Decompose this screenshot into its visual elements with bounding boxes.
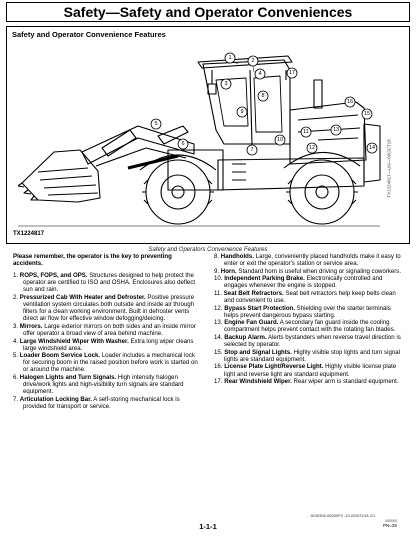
callout-17	[287, 68, 297, 78]
svg-text:8: 8	[261, 93, 265, 99]
svg-text:3: 3	[224, 81, 228, 87]
callout-16	[345, 97, 355, 107]
svg-text:7: 7	[250, 147, 254, 153]
features-list-left	[13, 253, 203, 410]
feature-item: 1. ROPS, FOPS, and OPS. Structures designed to help protect the operator are certified to ISO and OSHA. Enclosures also deflect sun and rain.	[13, 272, 196, 294]
pn-label: PN=29	[383, 523, 397, 528]
callout-2	[248, 56, 258, 72]
cab-door-window	[254, 76, 282, 132]
feature-item: 10. Independent Parking Brake. Electronically controlled and engages whenever the engine is stopped.	[214, 275, 383, 290]
callout-5	[151, 119, 161, 129]
intro-text: Please remember, the operator is the key to preventing accidents.	[13, 253, 172, 268]
callout-3	[221, 79, 231, 89]
svg-text:16: 16	[346, 99, 354, 105]
feature-item: 8. Handholds. Large, conveniently placed handholds make it easy to enter or exit the operator's station or service area.	[214, 253, 401, 268]
wheel-loader-illustration	[18, 40, 383, 228]
feature-item: 13. Engine Fan Guard. A secondary fan guard inside the cooling compartment helps prevent contact with the rotating fan blades.	[214, 319, 396, 334]
rear-tire	[290, 160, 354, 224]
feature-item: 14. Backup Alarm. Alerts bystanders when reverse travel direction is selected by operator.	[214, 334, 401, 349]
callout-13	[331, 125, 341, 135]
feature-item: 4. Large Windshield Wiper With Washer. Extra long wiper cleans large windshield area.	[13, 337, 194, 352]
svg-text:10: 10	[276, 137, 284, 143]
svg-text:4: 4	[258, 71, 262, 77]
feature-item: 3. Mirrors. Large exterior mirrors on both sides and an inside mirror offer operator a broad view of area behind machine.	[13, 322, 196, 337]
callout-8	[258, 91, 268, 101]
exhaust-stack	[314, 80, 322, 108]
svg-text:17: 17	[288, 70, 296, 76]
feature-item: 15. Stop and Signal Lights. Highly visible stop lights and turn signal lights are standard equipment.	[214, 348, 400, 363]
svg-text:11: 11	[303, 129, 309, 135]
svg-text:9: 9	[240, 109, 244, 115]
svg-text:12: 12	[308, 145, 316, 151]
callout-7	[247, 145, 257, 155]
feature-item: 17. Rear Windshield Wiper. Rear wiper arm is standard equipment.	[214, 378, 399, 386]
callout-9	[237, 107, 247, 117]
callout-6	[178, 139, 188, 149]
svg-text:15: 15	[363, 111, 371, 117]
corner-date: 000000	[385, 519, 397, 523]
callout-14	[367, 143, 377, 153]
figure-side-code: TX1224817—UN—09OCT18	[386, 139, 392, 198]
callout-11	[301, 127, 311, 137]
feature-item: 16. License Plate Light/Reverse Light. Highly visible license plate light and reverse light are standard equipment.	[214, 363, 397, 378]
feature-item: 7. Articulation Locking Bar. A self-storing mechanical lock is provided for transport or service.	[13, 395, 180, 410]
callout-15	[362, 109, 372, 119]
svg-text:13: 13	[332, 127, 340, 133]
feature-item: 11. Seat Belt Retractors. Seat belt retractors help keep belts clean and convenient to use.	[214, 289, 396, 305]
pn-block	[383, 519, 397, 528]
operator-cab	[203, 60, 290, 144]
svg-text:2: 2	[251, 58, 255, 64]
front-tire	[146, 160, 210, 224]
features-list-right	[214, 253, 406, 386]
feature-item: 2. Pressurized Cab With Heater and Defroster. Positive pressure ventilation system circulates both outside and inside air through filters for a clean working environment. Built in defroster vents direct air flow for effective window defogging/deicing.	[13, 293, 195, 323]
callout-12	[307, 143, 317, 153]
callout-10	[275, 135, 285, 145]
svg-text:6: 6	[181, 141, 185, 147]
svg-text:14: 14	[368, 145, 376, 151]
page-number: 1-1-1	[199, 522, 217, 531]
loader-boom	[82, 126, 194, 164]
callout-4	[255, 69, 265, 79]
figure-heading: Safety and Operator Convenience Features	[12, 30, 166, 39]
page-title: Safety—Safety and Operator Conveniences	[6, 2, 410, 22]
feature-item: 5. Loader Boom Service Lock. Loader includes a mechanical lock for securing boom in the raised position before work is started on or around the machine.	[13, 352, 198, 374]
feature-item: 9. Horn. Standard horn is useful when driving or signaling coworkers.	[214, 267, 402, 275]
reference-code: JK05396,00050F9 -19-02NOV18-1/1	[310, 513, 376, 518]
figure-caption: Safety and Operators Convenience Features	[148, 247, 268, 253]
feature-item: 6. Halogen Lights and Turn Signals. High intensity halogen drive/work lights and high-visibility turn signals are standard equipment.	[13, 374, 184, 396]
svg-text:5: 5	[154, 121, 158, 127]
feature-item: 12. Bypass Start Protection. Shielding over the starter terminals helps prevent dangerous bypass starting.	[214, 304, 391, 319]
figure-id: TX1224817	[13, 231, 45, 237]
svg-text:1: 1	[228, 55, 232, 61]
